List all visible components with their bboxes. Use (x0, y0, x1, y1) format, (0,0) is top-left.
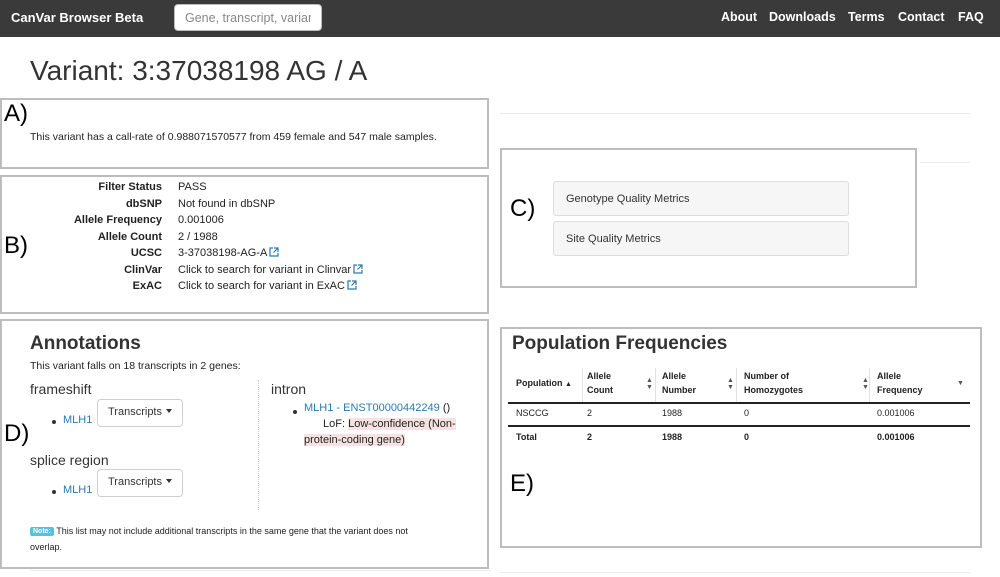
detail-value: Not found in dbSNP (178, 198, 276, 210)
page-title: Variant: 3:37038198 AG / A (30, 55, 368, 86)
transcripts-label: Transcripts (108, 476, 162, 488)
header-text: Homozygotes (744, 385, 804, 395)
cell-homozygotes: 0 (744, 432, 750, 442)
lof-value-cont: protein-coding gene) (304, 434, 405, 446)
transcripts-dropdown-button[interactable] (97, 469, 183, 497)
header-text: Allele (587, 371, 612, 381)
detail-value: PASS (178, 181, 207, 193)
header-text: Population (516, 378, 563, 388)
annotation-note-cont: overlap. (30, 542, 63, 552)
divider (920, 162, 970, 163)
annotations-summary: This variant falls on 18 transcripts in 2 genes: (30, 360, 241, 372)
consequence-frameshift: frameshift (30, 381, 92, 397)
detail-label: Allele Frequency (73, 214, 162, 226)
panel-label-a: A) (4, 100, 28, 127)
sort-desc-icon: ▼ (957, 380, 964, 387)
note-badge: Note: (30, 527, 54, 536)
detail-label: ExAC (132, 280, 162, 292)
bullet (52, 490, 56, 494)
divider (500, 572, 970, 573)
population-frequencies-heading: Population Frequencies (512, 333, 728, 354)
detail-label: Allele Count (97, 231, 162, 243)
col-divider (869, 368, 870, 403)
header-text: Allele (877, 371, 902, 381)
detail-value: 2 / 1988 (178, 231, 218, 243)
sort-icon: ▲ ▼ (862, 377, 869, 391)
lof-line (304, 434, 405, 446)
col-header-population[interactable] (516, 376, 572, 392)
consequence-splice-region: splice region (30, 452, 109, 468)
call-rate-text: This variant has a call-rate of 0.988071570577 from 459 female and 547 male samples. (30, 131, 437, 143)
ucsc-link-text: 3-37038198-AG-A (178, 247, 268, 259)
bullet (293, 410, 297, 414)
cell-allele-number: 1988 (662, 432, 683, 442)
col-divider (736, 368, 737, 403)
panel-label-b: B) (4, 232, 28, 259)
site-quality-metrics-button[interactable]: Site Quality Metrics (553, 221, 849, 256)
caret-down-icon (166, 409, 172, 413)
transcript-paren: () (439, 402, 451, 414)
cell-population: NSCCG (516, 408, 549, 418)
search-input[interactable] (174, 4, 322, 31)
cell-allele-count: 2 (587, 408, 593, 418)
header-text: Frequency (877, 385, 923, 395)
detail-label: Filter Status (98, 181, 162, 193)
annotations-heading: Annotations (30, 333, 141, 354)
transcripts-label: Transcripts (108, 406, 162, 418)
navbar (0, 0, 1000, 37)
annotation-note (30, 526, 408, 536)
cell-allele-frequency: 0.001006 (877, 432, 915, 442)
cell-homozygotes: 0 (744, 408, 750, 418)
external-link-icon (269, 247, 279, 257)
transcript-link[interactable]: ENST00000442249 (343, 402, 440, 414)
consequence-intron: intron (271, 381, 307, 397)
nav-faq-link[interactable]: FAQ (958, 10, 984, 24)
cell-allele-count: 2 (587, 432, 593, 442)
header-text: Number of (744, 371, 789, 381)
sort-icon: ▲ ▼ (727, 377, 734, 391)
panel-c-frame (500, 148, 917, 288)
external-link-icon (353, 264, 363, 274)
genotype-quality-metrics-button[interactable]: Genotype Quality Metrics (553, 181, 849, 216)
separator: - (333, 402, 344, 414)
table-total-rule (508, 425, 970, 427)
lof-line (323, 418, 456, 430)
divider (500, 113, 970, 114)
transcripts-dropdown-button[interactable] (97, 399, 183, 427)
col-header-homozygotes[interactable] (744, 369, 803, 397)
column-divider (258, 380, 259, 510)
nav-terms-link[interactable]: Terms (848, 10, 885, 24)
note-text: This list may not include additional transcripts in the same gene that the variant does not (56, 526, 408, 536)
table-header-rule (508, 402, 970, 404)
clinvar-link[interactable] (178, 264, 363, 276)
sort-icon: ▲ ▼ (646, 377, 653, 391)
panel-label-e: E) (510, 470, 534, 497)
nav-downloads-link[interactable]: Downloads (769, 10, 836, 24)
caret-down-icon (166, 479, 172, 483)
col-header-allele-frequency[interactable] (877, 369, 923, 397)
col-header-allele-count[interactable] (587, 369, 613, 397)
bullet (52, 420, 56, 424)
header-text: Count (587, 385, 613, 395)
lof-value: Low-confidence (Non- (348, 418, 456, 430)
gene-link-mlh1[interactable]: MLH1 (304, 402, 334, 414)
detail-label: ClinVar (124, 264, 162, 276)
col-divider (655, 368, 656, 403)
exac-link[interactable] (178, 280, 357, 292)
col-divider (582, 368, 583, 403)
cell-allele-number: 1988 (662, 408, 683, 418)
gene-link-mlh1[interactable]: MLH1 (63, 414, 93, 426)
divider (30, 570, 490, 571)
intron-transcript-line (304, 402, 450, 414)
col-header-allele-number[interactable] (662, 369, 696, 397)
cell-allele-frequency: 0.001006 (877, 408, 915, 418)
header-text: Number (662, 385, 697, 395)
header-text: Allele (662, 371, 687, 381)
sort-asc-icon: ▲ (565, 381, 572, 388)
detail-value: 0.001006 (178, 214, 224, 226)
exac-link-text: Click to search for variant in ExAC (178, 280, 345, 292)
cell-population: Total (516, 432, 537, 442)
lof-label: LoF: (323, 418, 349, 430)
nav-about-link[interactable]: About (721, 10, 758, 24)
brand-logo[interactable]: CanVar Browser Beta (11, 10, 144, 25)
panel-label-d: D) (4, 420, 30, 447)
external-link-icon (347, 280, 357, 290)
detail-label: UCSC (130, 247, 162, 259)
panel-label-c: C) (510, 195, 536, 222)
ucsc-link[interactable] (178, 247, 279, 259)
panel-b-frame (0, 175, 489, 314)
gene-link-mlh1[interactable]: MLH1 (63, 484, 93, 496)
clinvar-link-text: Click to search for variant in Clinvar (178, 264, 352, 276)
detail-label: dbSNP (125, 198, 162, 210)
nav-contact-link[interactable]: Contact (898, 10, 945, 24)
